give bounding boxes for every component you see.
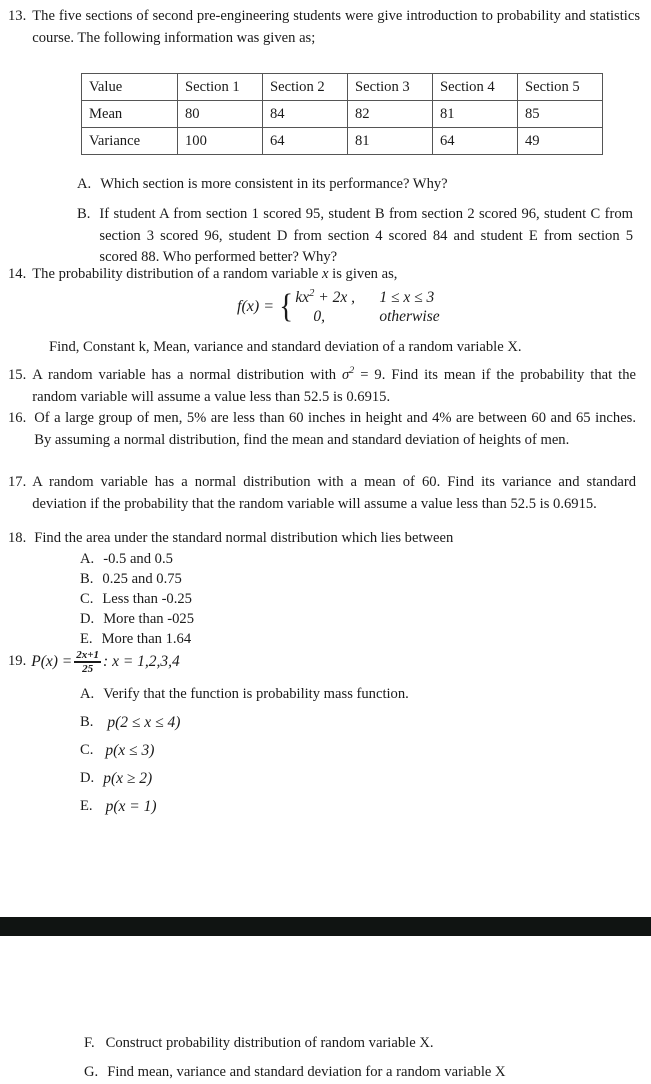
bottom-item-g: [84, 1062, 506, 1084]
question-15-sigma-symbol: σ: [342, 367, 350, 383]
question-19-item-a-text: Verify that the function is probability mass function.: [103, 686, 409, 702]
question-19-item-e: [80, 796, 157, 818]
question-18-item-c-letter: C.: [80, 591, 94, 607]
black-separator-bar: [0, 917, 651, 936]
question-19-item-d-text: p(x ≥ 2): [103, 770, 153, 787]
question-18-number: 18.: [8, 530, 27, 546]
question-15-text-part2: = 9. Find its mean if the probability that the random variable will assume a value less than 52.5 is 0.6915.: [32, 367, 636, 405]
question-18-item-a-text: -0.5 and 0.5: [103, 551, 173, 567]
question-13-item-a-letter: A.: [77, 176, 92, 192]
formula-lhs: f(x) =: [237, 298, 274, 315]
question-17: [8, 472, 636, 515]
formula-case-2: [295, 307, 439, 326]
question-14-number: 14.: [8, 266, 27, 282]
question-17-number: 17.: [8, 474, 27, 490]
question-13-item-b: [77, 204, 633, 269]
formula-case-1-expression: [295, 288, 379, 307]
question-19-item-a: [80, 684, 409, 706]
table-row-header: [82, 74, 603, 101]
question-13-item-a-text: Which section is more consistent in its performance? Why?: [100, 176, 448, 192]
question-16-text: Of a large group of men, 5% are less than 60 inches in height and 4% are between 60 and 65 inches. By assuming a normal distribution, find the mean and standard deviation of heights of men.: [34, 410, 636, 448]
formula-case-1-exponent: 2: [309, 287, 315, 299]
question-16-number: 16.: [8, 410, 27, 426]
table-cell-mean-s4: 81: [433, 101, 518, 128]
question-14-text: [32, 264, 640, 286]
formula-case-2-condition: otherwise: [379, 308, 440, 325]
question-19-number: 19.: [8, 653, 27, 670]
question-15-sigma-exponent: 2: [349, 365, 355, 377]
question-15-text-part1: A random variable has a normal distribution with: [32, 367, 343, 383]
bottom-item-f-letter: F.: [84, 1035, 95, 1051]
formula-case-2-expression: 0,: [313, 308, 325, 325]
table-cell-mean-s1: 80: [178, 101, 263, 128]
table-cell-mean-s5: 85: [518, 101, 603, 128]
formula-cases: [295, 288, 439, 326]
table-header-section-4: Section 4: [433, 74, 518, 101]
question-19-lhs: P(x) =: [31, 653, 73, 671]
question-19-item-c-letter: C.: [80, 742, 94, 758]
question-19-fraction-denominator: 25: [82, 662, 94, 675]
question-19-fraction-numerator: 2x+1: [76, 649, 100, 661]
question-19: [8, 649, 408, 675]
table-cell-variance-s5: 49: [518, 128, 603, 155]
bottom-item-g-text: Find mean, variance and standard deviation for a random variable X: [107, 1064, 506, 1080]
left-brace-icon: {: [279, 288, 294, 325]
formula-case-1-condition: 1 ≤ x ≤ 3: [379, 289, 435, 306]
bottom-item-f-text: Construct probability distribution of random variable X.: [105, 1035, 434, 1051]
table-row-variance: [82, 128, 603, 155]
formula-case-1-kx: kx: [295, 289, 310, 306]
question-18-item-b-letter: B.: [80, 571, 94, 587]
table-cell-variance-s1: 100: [178, 128, 263, 155]
question-18-item-b-text: 0.25 and 0.75: [102, 571, 182, 587]
question-18-item-a-letter: A.: [80, 551, 95, 567]
question-14: [8, 264, 640, 286]
question-19-fraction: [74, 649, 101, 675]
question-13-number: 13.: [8, 8, 27, 24]
question-19-item-b-text: p(2 ≤ x ≤ 4): [107, 714, 181, 731]
question-18-item-b: [80, 569, 182, 591]
question-14-variable: x: [322, 266, 329, 282]
question-18-item-d-letter: D.: [80, 611, 95, 627]
formula-case-1: [295, 288, 439, 307]
question-16: [8, 408, 636, 451]
question-18-item-d-text: More than -025: [103, 611, 194, 627]
question-13-item-a: [77, 174, 633, 196]
question-19-item-b: [80, 712, 180, 734]
question-13-item-b-text: If student A from section 1 scored 95, student B from section 2 scored 96, student C from section 3 scored 96, student D from section 4 scored 84 and student E from section 5 scored 88. Who performed better? Why?: [99, 206, 633, 265]
question-18-text: Find the area under the standard normal distribution which lies between: [34, 530, 454, 546]
question-13-item-b-letter: B.: [77, 206, 91, 222]
question-13: [8, 6, 640, 49]
question-18-item-e: [80, 629, 191, 651]
question-19-rhs: : x = 1,2,3,4: [103, 653, 180, 671]
question-19-item-d: [80, 768, 152, 790]
question-14-text-before: The probability distribution of a random variable: [32, 266, 323, 282]
question-18-item-d: [80, 609, 194, 631]
question-15: [8, 365, 636, 408]
table-cell-mean-label: Mean: [82, 101, 178, 128]
formula-case-1-rest: + 2x ,: [314, 289, 355, 306]
question-13-text: The five sections of second pre-engineering students were give introduction to probability and statistics course. The following information was given as;: [32, 8, 640, 46]
question-18-item-a: [80, 549, 173, 571]
table-cell-variance-s3: 81: [348, 128, 433, 155]
question-18-item-e-letter: E.: [80, 631, 93, 647]
question-15-number: 15.: [8, 367, 27, 383]
question-19-formula: [31, 649, 408, 675]
question-14-text-after: is given as,: [328, 266, 398, 282]
statistics-table: [81, 73, 603, 155]
question-17-text: A random variable has a normal distribution with a mean of 60. Find its variance and standard deviation if the probability that the random variable will assume a value less than 52.5 is 0.6915.: [32, 474, 636, 512]
question-18-item-c-text: Less than -0.25: [102, 591, 192, 607]
table-cell-variance-s2: 64: [263, 128, 348, 155]
table-cell-variance-label: Variance: [82, 128, 178, 155]
table-header-value: Value: [82, 74, 178, 101]
question-18-item-c: [80, 589, 192, 611]
table-cell-mean-s3: 82: [348, 101, 433, 128]
question-19-item-c-text: p(x ≤ 3): [105, 742, 155, 759]
question-19-item-a-letter: A.: [80, 686, 95, 702]
question-18: [8, 528, 636, 550]
question-14-formula: [237, 288, 440, 326]
question-18-item-e-text: More than 1.64: [101, 631, 192, 647]
question-19-item-c: [80, 740, 154, 762]
statistics-table-wrapper: [81, 73, 603, 155]
question-14-find-line: Find, Constant k, Mean, variance and standard deviation of a random variable X.: [49, 339, 522, 355]
question-19-item-e-text: p(x = 1): [105, 798, 157, 815]
table-header-section-5: Section 5: [518, 74, 603, 101]
bottom-item-g-letter: G.: [84, 1064, 99, 1080]
question-19-item-e-letter: E.: [80, 798, 93, 814]
table-row-mean: [82, 101, 603, 128]
table-header-section-2: Section 2: [263, 74, 348, 101]
question-19-item-d-letter: D.: [80, 770, 95, 786]
table-cell-mean-s2: 84: [263, 101, 348, 128]
question-19-item-b-letter: B.: [80, 714, 94, 730]
table-header-section-1: Section 1: [178, 74, 263, 101]
table-header-section-3: Section 3: [348, 74, 433, 101]
table-cell-variance-s4: 64: [433, 128, 518, 155]
question-15-text: [32, 365, 636, 408]
bottom-item-f: [84, 1033, 434, 1055]
